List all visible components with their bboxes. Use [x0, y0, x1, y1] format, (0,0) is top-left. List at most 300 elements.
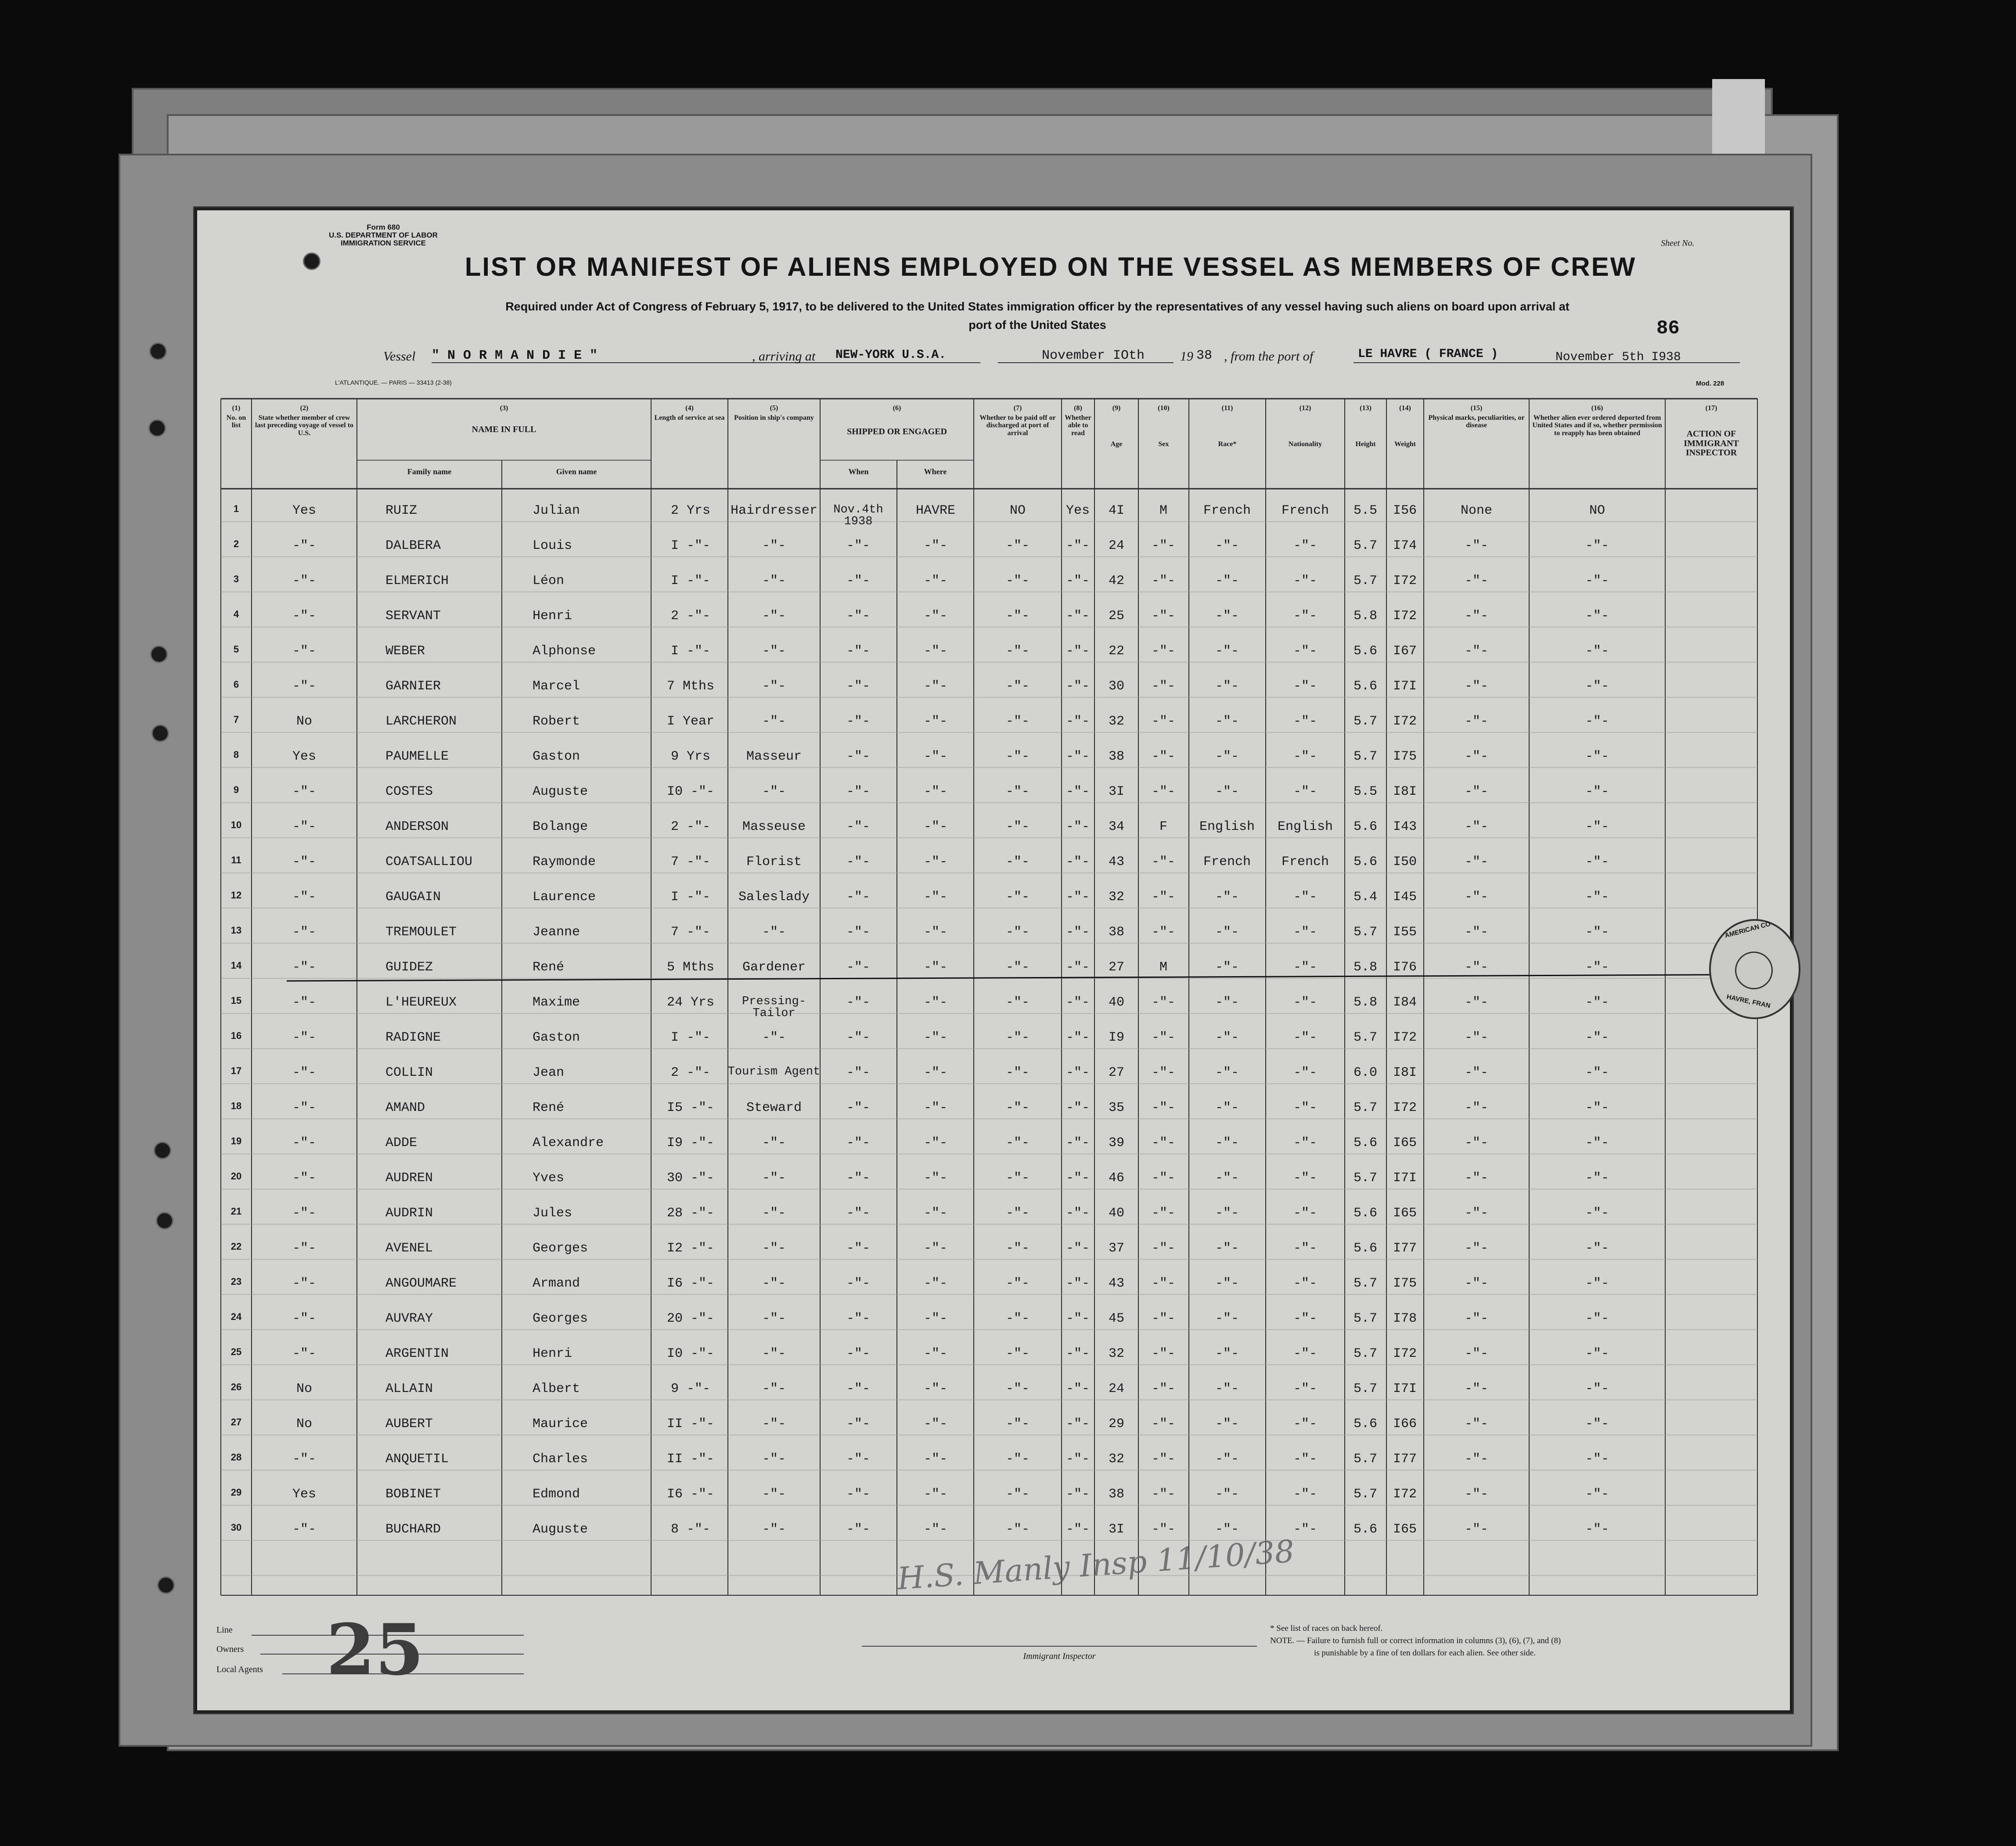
age: 40	[1108, 995, 1125, 1010]
consulate-seal	[1709, 919, 1800, 1019]
sex: -"-	[1151, 1241, 1176, 1256]
position: Masseuse	[742, 819, 806, 834]
family-name: SERVANT	[385, 609, 441, 624]
crew-status: -"-	[292, 819, 317, 834]
service-length: 5 Mths	[666, 960, 715, 975]
nationality: -"-	[1293, 784, 1318, 799]
sex: M	[1159, 960, 1168, 975]
position: -"-	[762, 1417, 786, 1431]
weight: I67	[1393, 644, 1417, 659]
crew-status: No	[296, 714, 313, 729]
row-number: 20	[230, 1171, 242, 1182]
paid-off: -"-	[1005, 925, 1030, 940]
service-length: I -"-	[670, 573, 711, 588]
shipped-when: -"-	[846, 1100, 871, 1115]
sex: -"-	[1151, 1206, 1176, 1221]
binder-hole	[150, 645, 168, 663]
manifest-sheet	[193, 206, 1794, 1714]
col-c14-number: (14)	[1399, 404, 1411, 412]
family-name: GARNIER	[385, 679, 441, 694]
paid-off: -"-	[1005, 995, 1030, 1010]
able-to-read: -"-	[1066, 1487, 1090, 1502]
shipped-where: -"-	[923, 1452, 948, 1467]
race: -"-	[1215, 925, 1239, 940]
given-name: Robert	[533, 714, 580, 729]
deported-status: -"-	[1585, 1276, 1609, 1291]
deported-status: NO	[1589, 503, 1606, 518]
col-c2-label: State whether member of crew last preceding voyage of vessel to U.S.	[255, 414, 354, 437]
weight: I72	[1393, 1100, 1417, 1115]
given-name: Auguste	[533, 1522, 588, 1537]
row-number: 25	[230, 1346, 242, 1357]
height: 5.7	[1353, 1346, 1378, 1361]
physical-marks: -"-	[1464, 1065, 1489, 1080]
service-length: 2 Yrs	[670, 503, 711, 518]
age: 27	[1108, 1065, 1125, 1080]
crew-status: -"-	[292, 995, 317, 1010]
race: -"-	[1215, 1241, 1239, 1256]
height: 5.6	[1353, 819, 1378, 834]
sex: -"-	[1151, 1065, 1176, 1080]
nationality: -"-	[1293, 890, 1318, 905]
given-name: Bolange	[533, 819, 588, 834]
race: -"-	[1215, 1487, 1239, 1502]
shipped-where: HAVRE	[915, 503, 956, 518]
nationality: English	[1277, 819, 1333, 834]
family-name: ANQUETIL	[385, 1452, 449, 1467]
physical-marks: -"-	[1464, 995, 1489, 1010]
able-to-read: -"-	[1066, 925, 1090, 940]
physical-marks: -"-	[1464, 749, 1489, 764]
sex: -"-	[1151, 1452, 1176, 1467]
service-length: I6 -"-	[666, 1487, 715, 1502]
age: 24	[1108, 538, 1125, 553]
col-c4-number: (4)	[685, 404, 694, 412]
local-agents-label: Local Agents	[216, 1665, 263, 1674]
able-to-read: -"-	[1066, 1100, 1090, 1115]
weight: I7I	[1393, 1381, 1417, 1396]
paid-off: -"-	[1005, 749, 1030, 764]
crew-status: -"-	[292, 1065, 317, 1080]
family-name: AUVRAY	[385, 1311, 433, 1326]
sex: -"-	[1151, 784, 1176, 799]
given-name: Jean	[533, 1065, 565, 1080]
sex: -"-	[1151, 1100, 1176, 1115]
weight: I65	[1393, 1522, 1417, 1537]
paid-off: -"-	[1005, 1522, 1030, 1537]
given-name: Maxime	[533, 995, 580, 1010]
able-to-read: -"-	[1066, 1311, 1090, 1326]
weight: I43	[1393, 819, 1417, 834]
position: -"-	[762, 1206, 786, 1221]
shipped-where: -"-	[923, 644, 948, 659]
race: -"-	[1215, 1065, 1239, 1080]
family-name: BOBINET	[385, 1487, 441, 1502]
race: -"-	[1215, 679, 1239, 694]
age: 32	[1108, 890, 1125, 905]
race: -"-	[1215, 1452, 1239, 1467]
service-length: I Year	[666, 714, 715, 729]
shipped-when: -"-	[846, 1452, 871, 1467]
row-number: 7	[233, 714, 239, 725]
deported-status: -"-	[1585, 890, 1609, 905]
paid-off: -"-	[1005, 1417, 1030, 1431]
shipped-where: -"-	[923, 960, 948, 975]
paid-off: -"-	[1005, 1206, 1030, 1221]
shipped-when: -"-	[846, 644, 871, 659]
age: 38	[1108, 1487, 1125, 1502]
service-length: 30 -"-	[666, 1171, 715, 1186]
deported-status: -"-	[1585, 995, 1609, 1010]
row-number: 4	[233, 609, 239, 620]
shipped-where: -"-	[923, 925, 948, 940]
physical-marks: -"-	[1464, 1311, 1489, 1326]
year-suffix: 38	[1196, 348, 1213, 363]
col-c10-number: (10)	[1158, 404, 1170, 412]
deported-status: -"-	[1585, 1100, 1609, 1115]
paid-off: -"-	[1005, 1311, 1030, 1326]
deported-status: -"-	[1585, 784, 1609, 799]
race: -"-	[1215, 538, 1239, 553]
race: English	[1199, 819, 1255, 834]
deported-status: -"-	[1585, 1206, 1609, 1221]
service-length: I -"-	[670, 538, 711, 553]
physical-marks: -"-	[1464, 1030, 1489, 1045]
crew-status: -"-	[292, 1346, 317, 1361]
given-name: Gaston	[533, 1030, 580, 1045]
inspector-label: Immigrant Inspector	[1023, 1651, 1096, 1661]
weight: I78	[1393, 1311, 1417, 1326]
sex: -"-	[1151, 573, 1176, 588]
physical-marks: -"-	[1464, 1241, 1489, 1256]
position: Saleslady	[738, 890, 810, 905]
service-length: 24 Yrs	[666, 995, 715, 1010]
given-name: Marcel	[533, 679, 580, 694]
given-name: Maurice	[533, 1417, 588, 1431]
sex: -"-	[1151, 644, 1176, 659]
race: -"-	[1215, 1206, 1239, 1221]
col-c13-label: Height	[1355, 440, 1376, 448]
crew-status: -"-	[292, 1171, 317, 1186]
position: -"-	[762, 1030, 786, 1045]
height: 5.6	[1353, 1522, 1378, 1537]
family-name: BUCHARD	[385, 1522, 441, 1537]
race: -"-	[1215, 644, 1239, 659]
deported-status: -"-	[1585, 1452, 1609, 1467]
service-length: I0 -"-	[666, 1346, 715, 1361]
height: 5.6	[1353, 644, 1378, 659]
position: -"-	[762, 644, 786, 659]
weight: I75	[1393, 749, 1417, 764]
deported-status: -"-	[1585, 1381, 1609, 1396]
nationality: -"-	[1293, 1487, 1318, 1502]
family-name: COLLIN	[385, 1065, 433, 1080]
position: -"-	[762, 925, 786, 940]
physical-marks: -"-	[1464, 1276, 1489, 1291]
family-name: WEBER	[385, 644, 425, 659]
age: 38	[1108, 925, 1125, 940]
service-length: 9 -"-	[670, 1381, 711, 1396]
family-name: ANDERSON	[385, 819, 449, 834]
crew-status: -"-	[292, 1452, 317, 1467]
nationality: -"-	[1293, 538, 1318, 553]
height: 5.7	[1353, 538, 1378, 553]
crew-status: -"-	[292, 854, 317, 869]
penalty-note-2: is punishable by a fine of ten dollars for each alien. See other side.	[1314, 1648, 1536, 1658]
age: 42	[1108, 573, 1125, 588]
crew-status: -"-	[292, 609, 317, 624]
vessel-name: " N O R M A N D I E "	[432, 348, 598, 363]
row-number: 8	[233, 749, 239, 760]
sex: -"-	[1151, 679, 1176, 694]
col-c14-label: Weight	[1394, 440, 1416, 448]
age: 39	[1108, 1136, 1125, 1150]
height: 5.7	[1353, 1311, 1378, 1326]
deported-status: -"-	[1585, 679, 1609, 694]
seal-text-bottom: HAVRE, FRAN	[1726, 993, 1771, 1010]
deported-status: -"-	[1585, 1311, 1609, 1326]
nationality: -"-	[1293, 960, 1318, 975]
shipped-when: -"-	[846, 925, 871, 940]
given-name: Léon	[533, 573, 565, 588]
weight: I8I	[1393, 784, 1417, 799]
paid-off: -"-	[1005, 1276, 1030, 1291]
weight: I45	[1393, 890, 1417, 905]
height: 5.7	[1353, 573, 1378, 588]
family-name: AUBERT	[385, 1417, 433, 1431]
col-c13-number: (13)	[1360, 404, 1372, 412]
age: 38	[1108, 749, 1125, 764]
sheet-stamp-number: 25	[326, 1608, 424, 1691]
shipped-where: -"-	[923, 784, 948, 799]
crew-status: -"-	[292, 644, 317, 659]
sex: -"-	[1151, 609, 1176, 624]
height: 5.7	[1353, 1452, 1378, 1467]
given-name: Auguste	[533, 784, 588, 799]
race: -"-	[1215, 714, 1239, 729]
race: -"-	[1215, 749, 1239, 764]
paid-off: -"-	[1005, 679, 1030, 694]
service-length: 7 -"-	[670, 854, 711, 869]
sex: -"-	[1151, 1276, 1176, 1291]
crew-status: Yes	[292, 503, 317, 518]
height: 5.7	[1353, 714, 1378, 729]
physical-marks: -"-	[1464, 573, 1489, 588]
race: -"-	[1215, 1417, 1239, 1431]
weight: I50	[1393, 854, 1417, 869]
sex: -"-	[1151, 714, 1176, 729]
deported-status: -"-	[1585, 714, 1609, 729]
shipped-where: -"-	[923, 1417, 948, 1431]
deported-status: -"-	[1585, 1136, 1609, 1150]
sex: -"-	[1151, 1136, 1176, 1150]
physical-marks: -"-	[1464, 1136, 1489, 1150]
race: -"-	[1215, 890, 1239, 905]
paid-off: -"-	[1005, 538, 1030, 553]
row-number: 13	[230, 925, 242, 936]
departure-port: LE HAVRE ( FRANCE )	[1358, 347, 1498, 361]
from-label: , from the port of	[1224, 349, 1314, 364]
physical-marks: -"-	[1464, 1452, 1489, 1467]
paid-off: -"-	[1005, 573, 1030, 588]
row-number: 2	[233, 538, 239, 549]
crew-status: -"-	[292, 1241, 317, 1256]
age: 24	[1108, 1381, 1125, 1396]
shipped-where: -"-	[923, 1522, 948, 1537]
weight: I7I	[1393, 679, 1417, 694]
race: French	[1203, 854, 1251, 869]
row-number: 29	[230, 1487, 242, 1498]
paid-off: -"-	[1005, 1171, 1030, 1186]
races-note: * See list of races on back hereof.	[1270, 1624, 1383, 1633]
weight: I72	[1393, 573, 1417, 588]
able-to-read: -"-	[1066, 1276, 1090, 1291]
physical-marks: -"-	[1464, 538, 1489, 553]
able-to-read: -"-	[1066, 573, 1090, 588]
able-to-read: -"-	[1066, 1171, 1090, 1186]
age: 43	[1108, 1276, 1125, 1291]
service-length: 8 -"-	[670, 1522, 711, 1537]
paid-off: -"-	[1005, 1381, 1030, 1396]
arriving-port: NEW-YORK U.S.A.	[835, 348, 947, 362]
age: 34	[1108, 819, 1125, 834]
given-name: Alexandre	[533, 1136, 604, 1150]
paid-off: -"-	[1005, 960, 1030, 975]
binder-hole	[154, 1142, 171, 1159]
departure-date: November 5th I938	[1555, 350, 1681, 364]
physical-marks: -"-	[1464, 1487, 1489, 1502]
binder-hole	[148, 419, 166, 437]
col-c3-number: (3)	[500, 404, 508, 412]
family-name: RUIZ	[385, 503, 418, 518]
shipped-when: -"-	[846, 960, 871, 975]
service-length: II -"-	[666, 1452, 715, 1467]
paid-off: -"-	[1005, 1487, 1030, 1502]
row-number: 15	[230, 995, 242, 1006]
race: -"-	[1215, 1311, 1239, 1326]
shipped-when: -"-	[846, 749, 871, 764]
crew-status: -"-	[292, 679, 317, 694]
penalty-note-1: NOTE. — Failure to furnish full or correct information in columns (3), (6), (7), and (8)	[1270, 1636, 1561, 1645]
printer-imprint: L'ATLANTIQUE. — PARIS — 33413 (2-38)	[335, 379, 452, 386]
service-length: I6 -"-	[666, 1276, 715, 1291]
given-name: Jules	[533, 1206, 572, 1221]
shipped-when: -"-	[846, 1136, 871, 1150]
line-label: Line	[216, 1625, 233, 1635]
position: Tourism Agent	[727, 1065, 821, 1078]
height: 5.6	[1353, 1241, 1378, 1256]
paid-off: NO	[1009, 503, 1026, 518]
sex: -"-	[1151, 1487, 1176, 1502]
able-to-read: -"-	[1066, 609, 1090, 624]
weight: I74	[1393, 538, 1417, 553]
nationality: -"-	[1293, 1346, 1318, 1361]
position: -"-	[762, 538, 786, 553]
weight: I72	[1393, 609, 1417, 624]
row-number: 30	[230, 1522, 242, 1533]
able-to-read: -"-	[1066, 890, 1090, 905]
race: -"-	[1215, 784, 1239, 799]
age: 22	[1108, 644, 1125, 659]
position: -"-	[762, 1276, 786, 1291]
crew-status: Yes	[292, 1487, 317, 1502]
sheet-label: Sheet No.	[1661, 238, 1695, 248]
position: Florist	[746, 854, 802, 869]
eagle-emblem-icon	[1735, 952, 1773, 989]
able-to-read: -"-	[1066, 538, 1090, 553]
sex: -"-	[1151, 890, 1176, 905]
shipped-when: -"-	[846, 1206, 871, 1221]
year-prefix: 19	[1180, 349, 1193, 364]
given-name: René	[533, 1100, 565, 1115]
shipped-when: -"-	[846, 819, 871, 834]
sex: -"-	[1151, 1522, 1176, 1537]
paid-off: -"-	[1005, 1452, 1030, 1467]
shipped-where: -"-	[923, 819, 948, 834]
given-name: Raymonde	[533, 854, 596, 869]
col-c8-label: Whether able to read	[1065, 414, 1091, 437]
able-to-read: Yes	[1066, 503, 1090, 518]
shipped-when: -"-	[846, 573, 871, 588]
paid-off: -"-	[1005, 854, 1030, 869]
row-number: 22	[230, 1241, 242, 1252]
service-length: I -"-	[670, 644, 711, 659]
age: 27	[1108, 960, 1125, 975]
crew-status: -"-	[292, 960, 317, 975]
height: 5.7	[1353, 1276, 1378, 1291]
physical-marks: -"-	[1464, 1206, 1489, 1221]
position: Masseur	[746, 749, 802, 764]
family-name: COATSALLIOU	[385, 854, 473, 869]
nationality: -"-	[1293, 714, 1318, 729]
able-to-read: -"-	[1066, 995, 1090, 1010]
able-to-read: -"-	[1066, 1136, 1090, 1150]
shipped-when: -"-	[846, 1171, 871, 1186]
service-length: 9 Yrs	[670, 749, 711, 764]
shipped-when: -"-	[846, 784, 871, 799]
position: -"-	[762, 609, 786, 624]
shipped-where: -"-	[923, 1311, 948, 1326]
physical-marks: -"-	[1464, 925, 1489, 940]
able-to-read: -"-	[1066, 1065, 1090, 1080]
height: 5.7	[1353, 1100, 1378, 1115]
height: 5.7	[1353, 1171, 1378, 1186]
given-name: Alphonse	[533, 644, 596, 659]
sex: -"-	[1151, 1346, 1176, 1361]
col-c3-given-label: Given name	[556, 467, 597, 476]
family-name: ADDE	[385, 1136, 418, 1150]
shipped-when: -"-	[846, 714, 871, 729]
family-name: TREMOULET	[385, 925, 457, 940]
able-to-read: -"-	[1066, 1241, 1090, 1256]
able-to-read: -"-	[1066, 1381, 1090, 1396]
deported-status: -"-	[1585, 1241, 1609, 1256]
col-c16-label: Whether alien ever ordered deported from United States and if so, whether permission to reapply has been obtained	[1532, 414, 1662, 437]
row-number: 18	[230, 1100, 242, 1111]
given-name: Laurence	[533, 890, 596, 905]
col-c5-number: (5)	[770, 404, 778, 412]
shipped-where: -"-	[923, 1171, 948, 1186]
deported-status: -"-	[1585, 1030, 1609, 1045]
nationality: -"-	[1293, 1171, 1318, 1186]
sex: -"-	[1151, 995, 1176, 1010]
weight: I66	[1393, 1417, 1417, 1431]
shipped-where: -"-	[923, 714, 948, 729]
arriving-label: , arriving at	[752, 349, 816, 364]
height: 5.7	[1353, 1030, 1378, 1045]
nationality: -"-	[1293, 925, 1318, 940]
row-number: 9	[233, 784, 239, 795]
